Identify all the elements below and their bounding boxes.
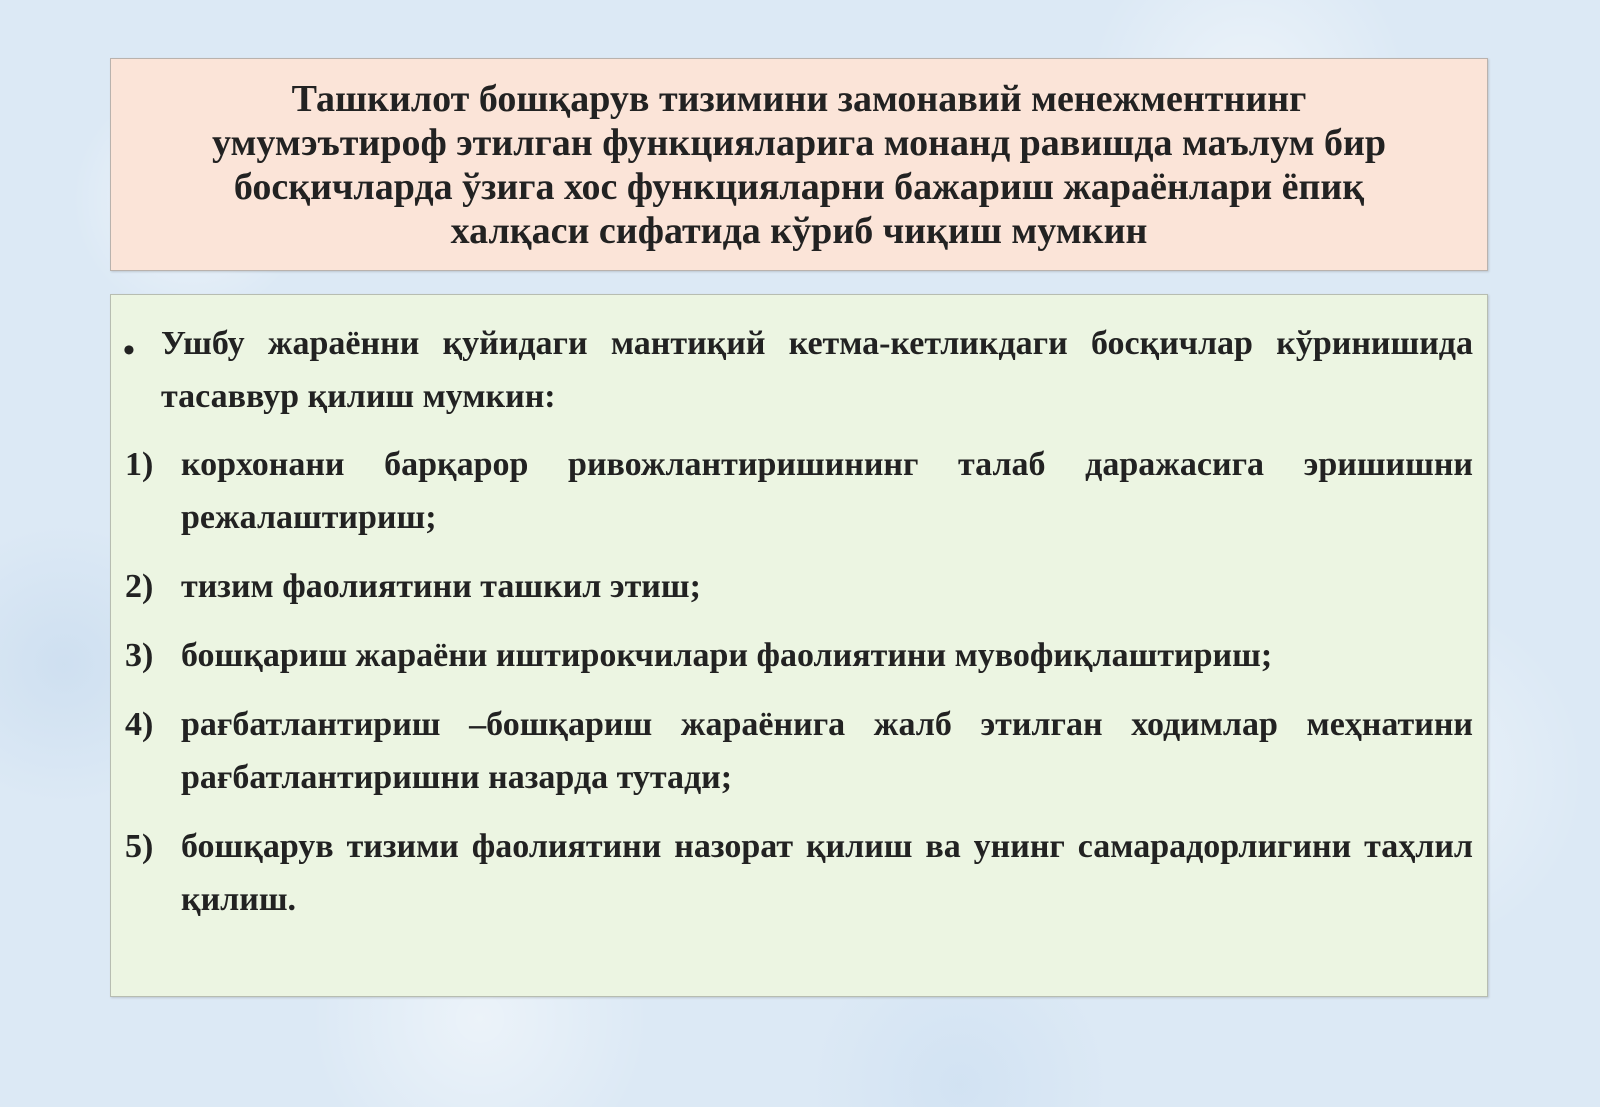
item-text: тизим фаолиятини ташкил этиш; — [181, 568, 701, 605]
list-item — [125, 560, 1473, 613]
bullet-icon: • — [123, 332, 135, 369]
item-text: корхонани барқарор ривожлантиришининг талаб даражасига эришишни режалаштириш; — [181, 446, 1473, 536]
list-item — [125, 698, 1473, 804]
intro-text: Ушбу жараённи қуйидаги мантиқий кетма-кетликдаги босқичлар кўринишида тасаввур қилиш мумкин: — [161, 325, 1473, 415]
item-number: 5) — [125, 828, 154, 865]
content-box — [110, 294, 1488, 997]
list-item — [125, 820, 1473, 926]
title-box — [110, 58, 1488, 271]
item-number: 1) — [125, 446, 154, 483]
item-text: бошқарув тизими фаолиятини назорат қилиш ва унинг самарадорлигини таҳлил қилиш. — [181, 828, 1473, 918]
item-text: бошқариш жараёни иштирокчилари фаолиятини мувофиқлаштириш; — [181, 637, 1273, 674]
intro-paragraph — [123, 317, 1473, 423]
title-line: босқичларда ўзига хос функцияларни бажариш жараёнлари ёпиқ — [233, 165, 1365, 208]
list-item — [125, 438, 1473, 544]
title-line: Ташкилот бошқарув тизимини замонавий менежментнинг — [291, 77, 1307, 120]
item-number: 3) — [125, 637, 154, 674]
item-text: рағбатлантириш –бошқариш жараёнига жалб этилган ходимлар меҳнатини рағбатлантиришни назарда тутади; — [181, 706, 1473, 796]
item-number: 2) — [125, 568, 154, 605]
steps-list — [125, 438, 1473, 942]
slide-title — [212, 77, 1386, 253]
item-number: 4) — [125, 706, 154, 743]
list-item — [125, 629, 1473, 682]
title-line: умумэътироф этилган функцияларига монанд равишда маълум бир — [211, 121, 1387, 164]
title-line: халқаси сифатида кўриб чиқиш мумкин — [450, 209, 1148, 252]
